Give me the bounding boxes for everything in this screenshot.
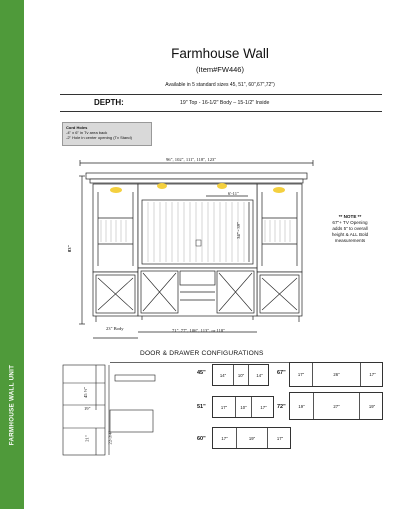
pier-width-dim: 23" Body bbox=[106, 326, 124, 331]
config-cell: 19" bbox=[290, 393, 314, 419]
config-cell: 17" bbox=[290, 363, 313, 386]
cord-holes-line1: -4" x 6" in Tv area back bbox=[66, 130, 108, 135]
config-cell: 19" bbox=[237, 428, 268, 448]
config-cell: 17" bbox=[276, 435, 284, 441]
config-box-67 bbox=[289, 362, 383, 387]
config-cell: 17" bbox=[369, 372, 376, 377]
config-cell: 17" bbox=[213, 428, 237, 448]
sidebar-label: FARMHOUSE WALL UNIT bbox=[8, 364, 16, 446]
note-line3: height & ALL Bold bbox=[331, 232, 369, 237]
config-label-45: 45" bbox=[197, 370, 206, 376]
note-line4: measurements bbox=[334, 238, 366, 243]
side-dim-mid: 19" bbox=[84, 406, 91, 411]
top-width-dim: 96", 102", 111", 118", 123" bbox=[166, 157, 217, 162]
depth-label: DEPTH: bbox=[94, 98, 124, 107]
total-height-dim: 83" bbox=[67, 244, 73, 253]
available-sizes: Available in 5 standard sizes 45, 51", 60",67",72") bbox=[165, 82, 275, 88]
tv-opening-note bbox=[322, 214, 378, 244]
cord-holes-title: Cord Holes bbox=[66, 125, 88, 130]
config-cell: 19" bbox=[368, 403, 376, 409]
tv-height-dim: 34" - 39" bbox=[235, 222, 241, 239]
tv-width-dim: 6'-11" bbox=[228, 191, 239, 196]
config-heading: DOOR & DRAWER CONFIGURATIONS bbox=[140, 350, 264, 357]
config-cell: 17" bbox=[213, 397, 236, 417]
config-cell: 17" bbox=[260, 404, 267, 410]
side-dim-upper: 45 ½" bbox=[83, 386, 89, 399]
config-label-60: 60" bbox=[197, 436, 206, 442]
side-dim-lower2: 22-3/4" bbox=[107, 430, 113, 445]
config-label-51: 51" bbox=[197, 404, 206, 410]
note-line1: 67"+ TV Opening bbox=[332, 220, 368, 225]
config-label-72: 72" bbox=[277, 404, 286, 410]
depth-value: 19" Top - 16-1/2" Body – 15-1/2" Inside bbox=[180, 100, 270, 106]
note-line2: adds 5" to overall bbox=[332, 226, 368, 231]
page-title: Farmhouse Wall bbox=[171, 46, 269, 61]
config-box-45 bbox=[212, 364, 269, 386]
config-cell: 10" bbox=[234, 365, 249, 385]
config-cell: 27" bbox=[314, 393, 360, 419]
cord-holes-line2: -2" Hole in center opening (Tv Stand) bbox=[66, 135, 132, 140]
config-box-51 bbox=[212, 396, 274, 418]
body-width-dim: 71", 77", 106", 113", or 118" bbox=[172, 328, 226, 333]
item-number: (Item#FW446) bbox=[196, 65, 244, 74]
side-dim-lower: 21" bbox=[84, 435, 90, 442]
note-title: ** NOTE ** bbox=[338, 214, 362, 219]
config-box-60 bbox=[212, 427, 291, 449]
config-cell: 26" bbox=[313, 363, 361, 386]
config-label-67: 67" bbox=[277, 370, 286, 376]
config-cell: 14" bbox=[256, 372, 263, 378]
config-cell: 10" bbox=[236, 397, 252, 417]
config-cell: 14" bbox=[213, 365, 234, 385]
config-box-72 bbox=[289, 392, 383, 420]
